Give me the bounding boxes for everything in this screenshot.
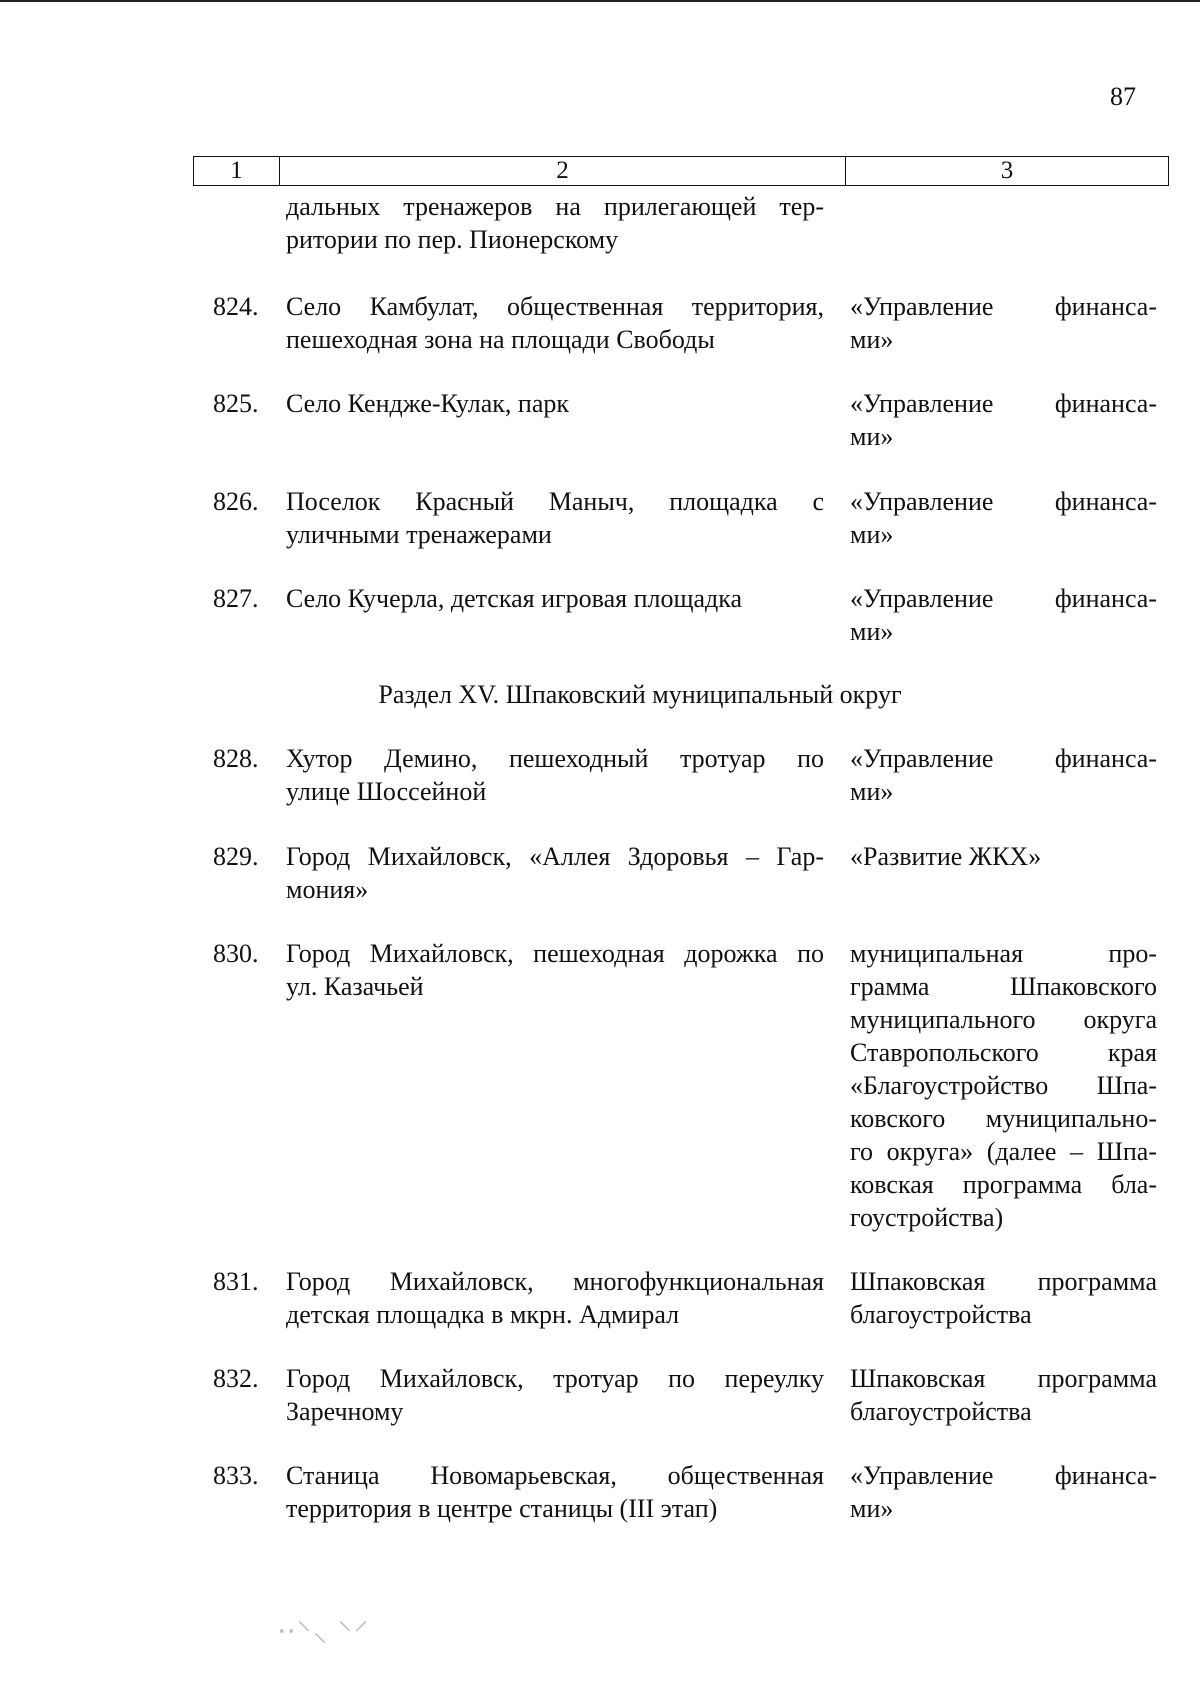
program-line: грамма Шпаковского <box>850 972 1157 1001</box>
program-line: ми» <box>850 1494 894 1523</box>
program-line: ми» <box>850 422 894 451</box>
row-program <box>850 290 1157 356</box>
row-program <box>850 742 1157 808</box>
row-number: 827. <box>213 584 259 613</box>
program-line: «Благоустройство Шпа- <box>850 1071 1157 1100</box>
row-number: 828. <box>213 744 259 773</box>
description-line: пешеходная зона на площади Свободы <box>286 325 715 354</box>
row-number: 832. <box>213 1364 259 1393</box>
row-number: 825. <box>213 389 259 418</box>
scan-artifact: ⸱⸱⸌⸜ ⸌⸍ <box>278 1617 371 1648</box>
row-description <box>286 840 824 906</box>
description-line: Город Михайловск, многофункциональная <box>286 1267 824 1296</box>
header-col-1: 1 <box>194 157 280 185</box>
program-line: «Управление финанса- <box>850 744 1157 773</box>
table-header <box>193 156 1169 186</box>
program-line: Ставропольского края <box>850 1038 1157 1067</box>
program-line: гоустройства) <box>850 1203 1004 1232</box>
description-line: Город Михайловск, «Аллея Здоровья – Гар- <box>286 842 824 871</box>
program-line: ковская программа бла- <box>850 1170 1157 1199</box>
description-line: ул. Казачьей <box>286 972 424 1001</box>
row-description <box>286 937 824 1003</box>
continuation-line: дальных тренажеров на прилегающей тер- <box>286 192 824 221</box>
program-line: «Управление финанса- <box>850 292 1157 321</box>
continuation-line: ритории по пер. Пионерскому <box>286 225 619 254</box>
program-line: го округа» (далее – Шпа- <box>850 1137 1157 1166</box>
row-program <box>850 582 1157 648</box>
row-number: 824. <box>213 292 259 321</box>
description-line: улице Шоссейной <box>286 777 487 806</box>
program-line: ми» <box>850 325 894 354</box>
row-description <box>286 387 824 420</box>
continuation-text <box>286 190 824 256</box>
row-description <box>286 485 824 551</box>
program-line: Шпаковская программа <box>850 1267 1157 1296</box>
row-program <box>850 387 1157 453</box>
program-line: благоустройства <box>850 1300 1032 1329</box>
description-line: мония» <box>286 875 369 904</box>
row-number: 830. <box>213 939 259 968</box>
program-line: ми» <box>850 520 894 549</box>
page-top-border <box>0 0 1200 2</box>
row-number: 826. <box>213 487 259 516</box>
row-number: 829. <box>213 842 259 871</box>
description-line: Город Михайловск, пешеходная дорожка по <box>286 939 824 968</box>
program-line: «Управление финанса- <box>850 1461 1157 1490</box>
row-description <box>286 1265 824 1331</box>
row-description <box>286 1459 824 1525</box>
description-line: Станица Новомарьевская, общественная <box>286 1461 824 1490</box>
program-line: муниципального округа <box>850 1005 1157 1034</box>
program-line: ми» <box>850 777 894 806</box>
section-title: Раздел XV. Шпаковский муниципальный округ <box>378 680 902 709</box>
description-line: территория в центре станицы (III этап) <box>286 1494 718 1523</box>
row-program <box>850 1362 1157 1428</box>
header-col-3: 3 <box>1000 157 1014 184</box>
row-number: 833. <box>213 1461 259 1490</box>
row-program <box>850 1265 1157 1331</box>
row-description <box>286 290 824 356</box>
description-line: Город Михайловск, тротуар по переулку <box>286 1364 824 1393</box>
description-line: Село Кендже-Кулак, парк <box>286 389 570 418</box>
row-program <box>850 485 1157 551</box>
row-program <box>850 1459 1157 1525</box>
program-line: «Управление финанса- <box>850 584 1157 613</box>
description-line: Село Кучерла, детская игровая площадка <box>286 584 743 613</box>
description-line: Село Камбулат, общественная территория, <box>286 292 824 321</box>
header-col-2: 2 <box>280 157 846 185</box>
program-line: благоустройства <box>850 1397 1032 1426</box>
program-line: Шпаковская программа <box>850 1364 1157 1393</box>
program-line: ковского муниципально- <box>850 1104 1157 1133</box>
row-description <box>286 742 824 808</box>
row-number: 831. <box>213 1267 259 1296</box>
row-description <box>286 582 824 615</box>
description-line: Поселок Красный Маныч, площадка с <box>286 487 824 516</box>
row-description <box>286 1362 824 1428</box>
description-line: детская площадка в мкрн. Адмирал <box>286 1300 680 1329</box>
description-line: уличными тренажерами <box>286 520 552 549</box>
description-line: Хутор Демино, пешеходный тротуар по <box>286 744 824 773</box>
program-line: «Управление финанса- <box>850 487 1157 516</box>
row-program <box>850 840 1157 873</box>
program-line: ми» <box>850 617 894 646</box>
program-line: «Управление финанса- <box>850 389 1157 418</box>
page-number: 87 <box>1110 82 1136 111</box>
description-line: Заречному <box>286 1397 404 1426</box>
program-line: муниципальная про- <box>850 939 1157 968</box>
program-line: «Развитие ЖКХ» <box>850 842 1042 871</box>
row-program <box>850 937 1157 1234</box>
